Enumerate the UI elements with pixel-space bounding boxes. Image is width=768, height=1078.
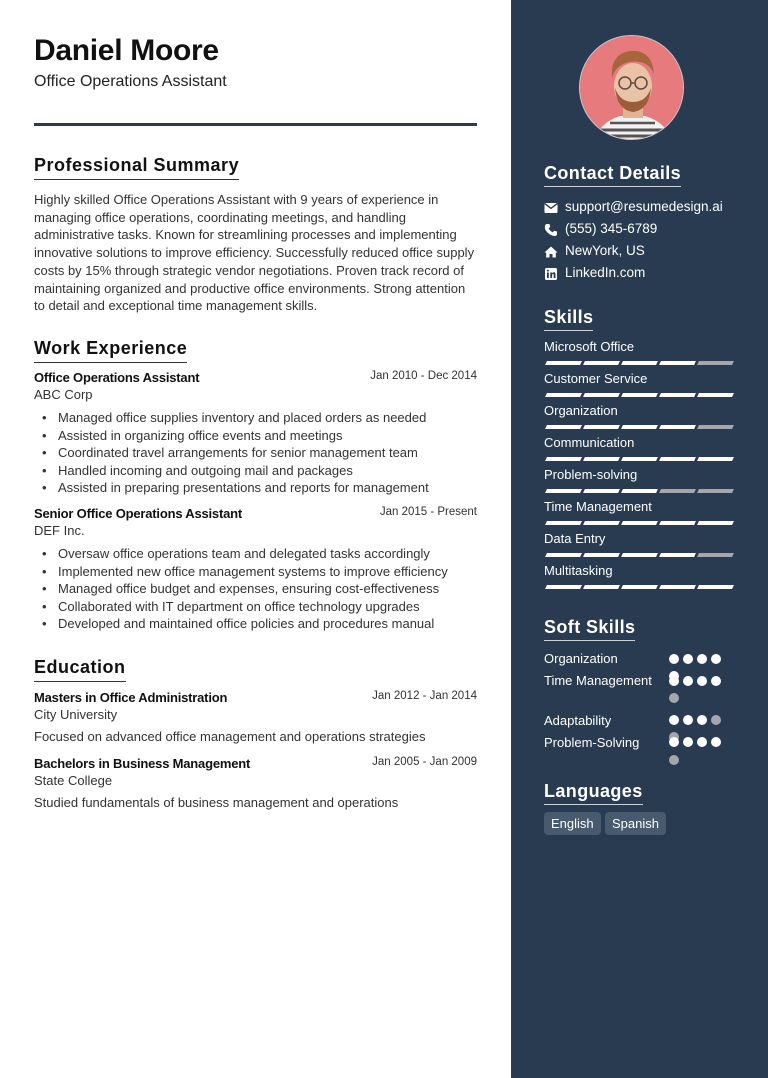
soft-skill-rating — [669, 715, 739, 727]
contact-heading: Contact Details — [544, 163, 681, 187]
skill-rating-bar — [546, 457, 736, 462]
skill-bar-segment — [659, 393, 696, 397]
job-bullet: • Assisted in organizing office events and meetings — [58, 427, 478, 445]
degree-name: Bachelors in Business Management — [34, 756, 251, 771]
soft-skill-rating — [669, 732, 739, 764]
avatar — [579, 35, 684, 140]
rating-dot — [669, 676, 679, 686]
experience-heading: Work Experience — [34, 338, 187, 363]
skill-bar-segment — [697, 361, 734, 365]
education-dates: Jan 2012 - Jan 2014 — [372, 690, 477, 702]
job-dates: Jan 2010 - Dec 2014 — [370, 370, 477, 382]
job-bullet: • Handled incoming and outgoing mail and packages — [58, 462, 478, 480]
language-chip: English — [544, 812, 601, 835]
rating-dot — [711, 737, 721, 747]
skill-bar-segment — [659, 457, 696, 461]
education-dates: Jan 2005 - Jan 2009 — [372, 756, 477, 768]
skill-bar-segment — [697, 393, 734, 397]
email-text: support@resumedesign.ai — [565, 199, 723, 214]
skill-bar-segment — [659, 553, 696, 557]
skill-rating-bar — [546, 521, 736, 526]
language-chip: Spanish — [605, 812, 666, 835]
skill-bar-segment — [545, 521, 582, 525]
rating-dot — [697, 715, 707, 725]
skill-bar-segment — [545, 361, 582, 365]
sidebar — [511, 0, 768, 1078]
skill-bar-segment — [697, 457, 734, 461]
job-bullet: • Assisted in preparing presentations and reports for management — [58, 479, 478, 497]
job-bullet: • Developed and maintained office policies and procedures manual — [58, 615, 478, 633]
soft-skill-label: Organization — [544, 651, 618, 666]
skill-bar-segment — [583, 425, 620, 429]
skill-bar-segment — [621, 489, 658, 493]
rating-dot — [697, 654, 707, 664]
education-entry-header — [34, 690, 477, 706]
skill-bar-segment — [697, 425, 734, 429]
envelope-icon — [544, 201, 558, 215]
job-bullet: • Implemented new office management systems to improve efficiency — [58, 563, 478, 581]
job-bullet: • Managed office supplies inventory and placed orders as needed — [58, 409, 478, 427]
skill-label: Multitasking — [544, 563, 613, 578]
skill-bar-segment — [659, 585, 696, 589]
skill-bar-segment — [621, 521, 658, 525]
soft-skill-label: Adaptability — [544, 713, 612, 728]
education-entry-header — [34, 756, 477, 772]
skill-bar-segment — [583, 521, 620, 525]
soft-skill-label: Problem-Solving — [544, 735, 640, 750]
education-heading: Education — [34, 657, 126, 682]
skill-bar-segment — [659, 361, 696, 365]
summary-heading: Professional Summary — [34, 155, 239, 180]
job-bullet: • Oversaw office operations team and delegated tasks accordingly — [58, 545, 478, 563]
summary-text: Highly skilled Office Operations Assistant with 9 years of experience in managing office operations, coordinating meetings, and handling administrative tasks. Known for streamlining processes and implementing innovative solutions to improve efficiency. Successfully reduced office supply costs by 15% through strategic vendor negotiations. Proven track record of maintaining organized and productive office environments. Strong attention to detail and exceptional time management skills. — [34, 192, 475, 314]
skills-heading: Skills — [544, 307, 593, 331]
rating-dot — [669, 755, 679, 765]
linkedin-icon — [544, 267, 558, 281]
skill-bar-segment — [621, 553, 658, 557]
skill-bar-segment — [621, 425, 658, 429]
skill-bar-segment — [659, 521, 696, 525]
rating-dot — [711, 654, 721, 664]
job-company: ABC Corp — [34, 387, 93, 402]
phone-text: (555) 345-6789 — [565, 221, 658, 236]
skill-bar-segment — [621, 457, 658, 461]
rating-dot — [669, 693, 679, 703]
skill-bar-segment — [583, 489, 620, 493]
skill-rating-bar — [546, 361, 736, 366]
skill-bar-segment — [545, 457, 582, 461]
skill-rating-bar — [546, 553, 736, 558]
candidate-title: Office Operations Assistant — [34, 73, 227, 90]
skill-bar-segment — [621, 585, 658, 589]
skill-bar-segment — [583, 457, 620, 461]
skill-bar-segment — [545, 585, 582, 589]
contact-linkedin[interactable] — [544, 265, 754, 283]
skill-bar-segment — [583, 393, 620, 397]
skill-rating-bar — [546, 489, 736, 494]
skill-rating-bar — [546, 393, 736, 398]
skill-bar-segment — [621, 393, 658, 397]
skill-bar-segment — [545, 489, 582, 493]
job-company: DEF Inc. — [34, 523, 85, 538]
job-bullet: • Coordinated travel arrangements for senior management team — [58, 444, 478, 462]
skill-bar-segment — [659, 489, 696, 493]
skill-bar-segment — [545, 425, 582, 429]
rating-dot — [683, 715, 693, 725]
contact-location — [544, 243, 754, 261]
rating-dot — [669, 737, 679, 747]
profile-photo-icon — [580, 36, 684, 140]
rating-dot — [669, 654, 679, 664]
skill-bar-segment — [621, 361, 658, 365]
skill-bar-segment — [659, 425, 696, 429]
skill-bar-segment — [697, 553, 734, 557]
soft-skill-rating — [669, 654, 739, 666]
skill-bar-segment — [583, 553, 620, 557]
job-dates: Jan 2015 - Present — [379, 506, 477, 518]
school-name: State College — [34, 773, 113, 788]
job-role: Office Operations Assistant — [34, 370, 200, 385]
job-role: Senior Office Operations Assistant — [34, 506, 242, 521]
location-text: NewYork, US — [565, 243, 645, 258]
rating-dot — [711, 715, 721, 725]
contact-phone[interactable] — [544, 221, 754, 239]
job-entry-header — [34, 370, 477, 386]
job-entry-header — [34, 506, 477, 522]
rating-dot — [697, 676, 707, 686]
school-name: City University — [34, 707, 118, 722]
languages-heading: Languages — [544, 781, 643, 805]
job-bullets — [58, 409, 478, 497]
skill-label: Time Management — [544, 499, 652, 514]
job-bullet: • Collaborated with IT department on office technology upgrades — [58, 598, 478, 616]
skill-bar-segment — [545, 393, 582, 397]
skill-bar-segment — [545, 553, 582, 557]
skill-bar-segment — [697, 489, 734, 493]
skill-label: Organization — [544, 403, 618, 418]
candidate-name: Daniel Moore — [34, 34, 219, 67]
skill-bar-segment — [697, 585, 734, 589]
rating-dot — [711, 676, 721, 686]
skill-label: Communication — [544, 435, 635, 450]
skill-bar-segment — [697, 521, 734, 525]
home-icon — [544, 245, 558, 259]
job-bullet: • Managed office budget and expenses, ensuring cost-effectiveness — [58, 580, 478, 598]
skill-bar-segment — [583, 361, 620, 365]
soft-skill-label: Time Management — [544, 673, 652, 688]
skill-rating-bar — [546, 585, 736, 590]
skill-rating-bar — [546, 425, 736, 430]
education-description: Focused on advanced office management and operations strategies — [34, 729, 426, 744]
skill-label: Problem-solving — [544, 467, 638, 482]
soft-skills-heading: Soft Skills — [544, 617, 635, 641]
job-bullets — [58, 545, 478, 633]
rating-dot — [683, 676, 693, 686]
rating-dot — [669, 715, 679, 725]
skill-label: Customer Service — [544, 371, 648, 386]
linkedin-text: LinkedIn.com — [565, 265, 646, 280]
rating-dot — [683, 654, 693, 664]
header-divider — [34, 123, 477, 126]
rating-dot — [683, 737, 693, 747]
skill-label: Data Entry — [544, 531, 606, 546]
soft-skill-rating — [669, 671, 739, 701]
rating-dot — [697, 737, 707, 747]
education-description: Studied fundamentals of business management and operations — [34, 795, 399, 810]
contact-email[interactable] — [544, 199, 754, 217]
skill-label: Microsoft Office — [544, 339, 635, 354]
degree-name: Masters in Office Administration — [34, 690, 228, 705]
phone-icon — [544, 223, 558, 237]
skill-bar-segment — [583, 585, 620, 589]
